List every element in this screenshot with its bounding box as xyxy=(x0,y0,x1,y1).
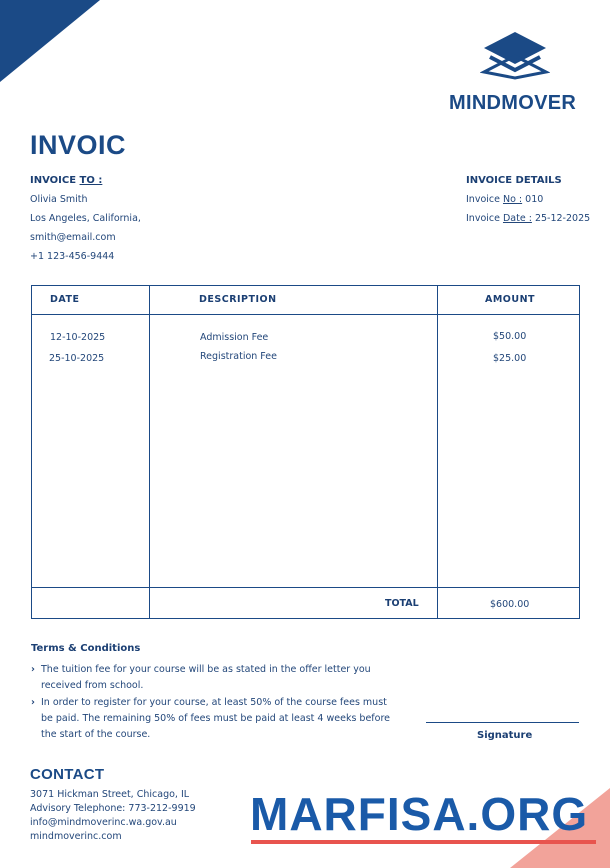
invoice-details-label: INVOICE DETAILS xyxy=(466,175,562,186)
page-title: INVOIC xyxy=(30,130,127,160)
invoice-number-label: No : xyxy=(502,194,523,205)
invoice-date-label: Date : xyxy=(502,213,532,224)
invoice-date-prefix: Invoice xyxy=(466,213,503,224)
invoice-to-label-to: TO : xyxy=(79,175,103,186)
terms-item-text: The tuition fee for your course will be as stated in the offer letter you received from school. xyxy=(41,664,371,691)
contact-heading: CONTACT xyxy=(30,766,105,783)
invoice-details-block xyxy=(466,171,590,228)
invoice-to-block xyxy=(30,171,141,266)
invoice-number-value: 010 xyxy=(522,194,544,205)
client-name: Olivia Smith xyxy=(30,194,88,205)
table-divider xyxy=(437,285,438,619)
row-amount: $50.00 xyxy=(493,331,527,342)
terms-item-text: In order to register for your course, at least 50% of the course fees must be paid. The remaining 50% of fees must be paid at least 4 weeks before the start of the course. xyxy=(41,697,390,740)
contact-email: info@mindmoverinc.wa.gov.au xyxy=(30,817,177,828)
table-header-divider xyxy=(31,314,580,315)
chevron-right-icon: › xyxy=(31,664,35,675)
invoice-date xyxy=(466,209,590,228)
contact-phone: Advisory Telephone: 773-212-9919 xyxy=(30,803,196,814)
watermark: MARFISA.ORG xyxy=(250,788,589,840)
contact-address: 3071 Hickman Street, Chicago, IL xyxy=(30,789,190,800)
client-email: smith@email.com xyxy=(30,232,116,243)
header-description: DESCRIPTION xyxy=(199,294,277,305)
total-label: TOTAL xyxy=(385,598,419,609)
invoice-date-value: 25-12-2025 xyxy=(531,213,591,224)
contact-block xyxy=(30,788,196,844)
row-date: 12-10-2025 xyxy=(50,332,106,343)
client-phone: +1 123-456-9444 xyxy=(30,251,115,262)
invoice-number-prefix: Invoice xyxy=(466,194,503,205)
chevron-right-icon: › xyxy=(31,697,35,708)
invoice-to-label-prefix: INVOICE xyxy=(30,175,80,186)
layers-logo-icon xyxy=(480,30,550,80)
row-description: Registration Fee xyxy=(200,351,277,362)
header-date: DATE xyxy=(50,294,80,305)
terms-item xyxy=(31,662,391,694)
table-divider xyxy=(149,285,150,619)
signature-label: Signature xyxy=(477,730,533,741)
watermark-underline xyxy=(251,840,596,844)
row-date: 25-10-2025 xyxy=(49,353,105,364)
invoice-to-label xyxy=(30,171,141,190)
terms-item xyxy=(31,695,391,743)
invoice-number xyxy=(466,190,590,209)
header-amount: AMOUNT xyxy=(485,294,536,305)
contact-website: mindmoverinc.com xyxy=(30,831,122,842)
row-description: Admission Fee xyxy=(200,332,269,343)
row-amount: $25.00 xyxy=(493,353,527,364)
corner-triangle-decoration xyxy=(0,0,100,82)
terms-heading: Terms & Conditions xyxy=(31,643,141,654)
total-value: $600.00 xyxy=(490,599,530,610)
client-location: Los Angeles, California, xyxy=(30,213,141,224)
brand-name: MINDMOVER xyxy=(449,92,577,114)
signature-line xyxy=(426,722,579,723)
table-total-divider xyxy=(31,587,580,588)
